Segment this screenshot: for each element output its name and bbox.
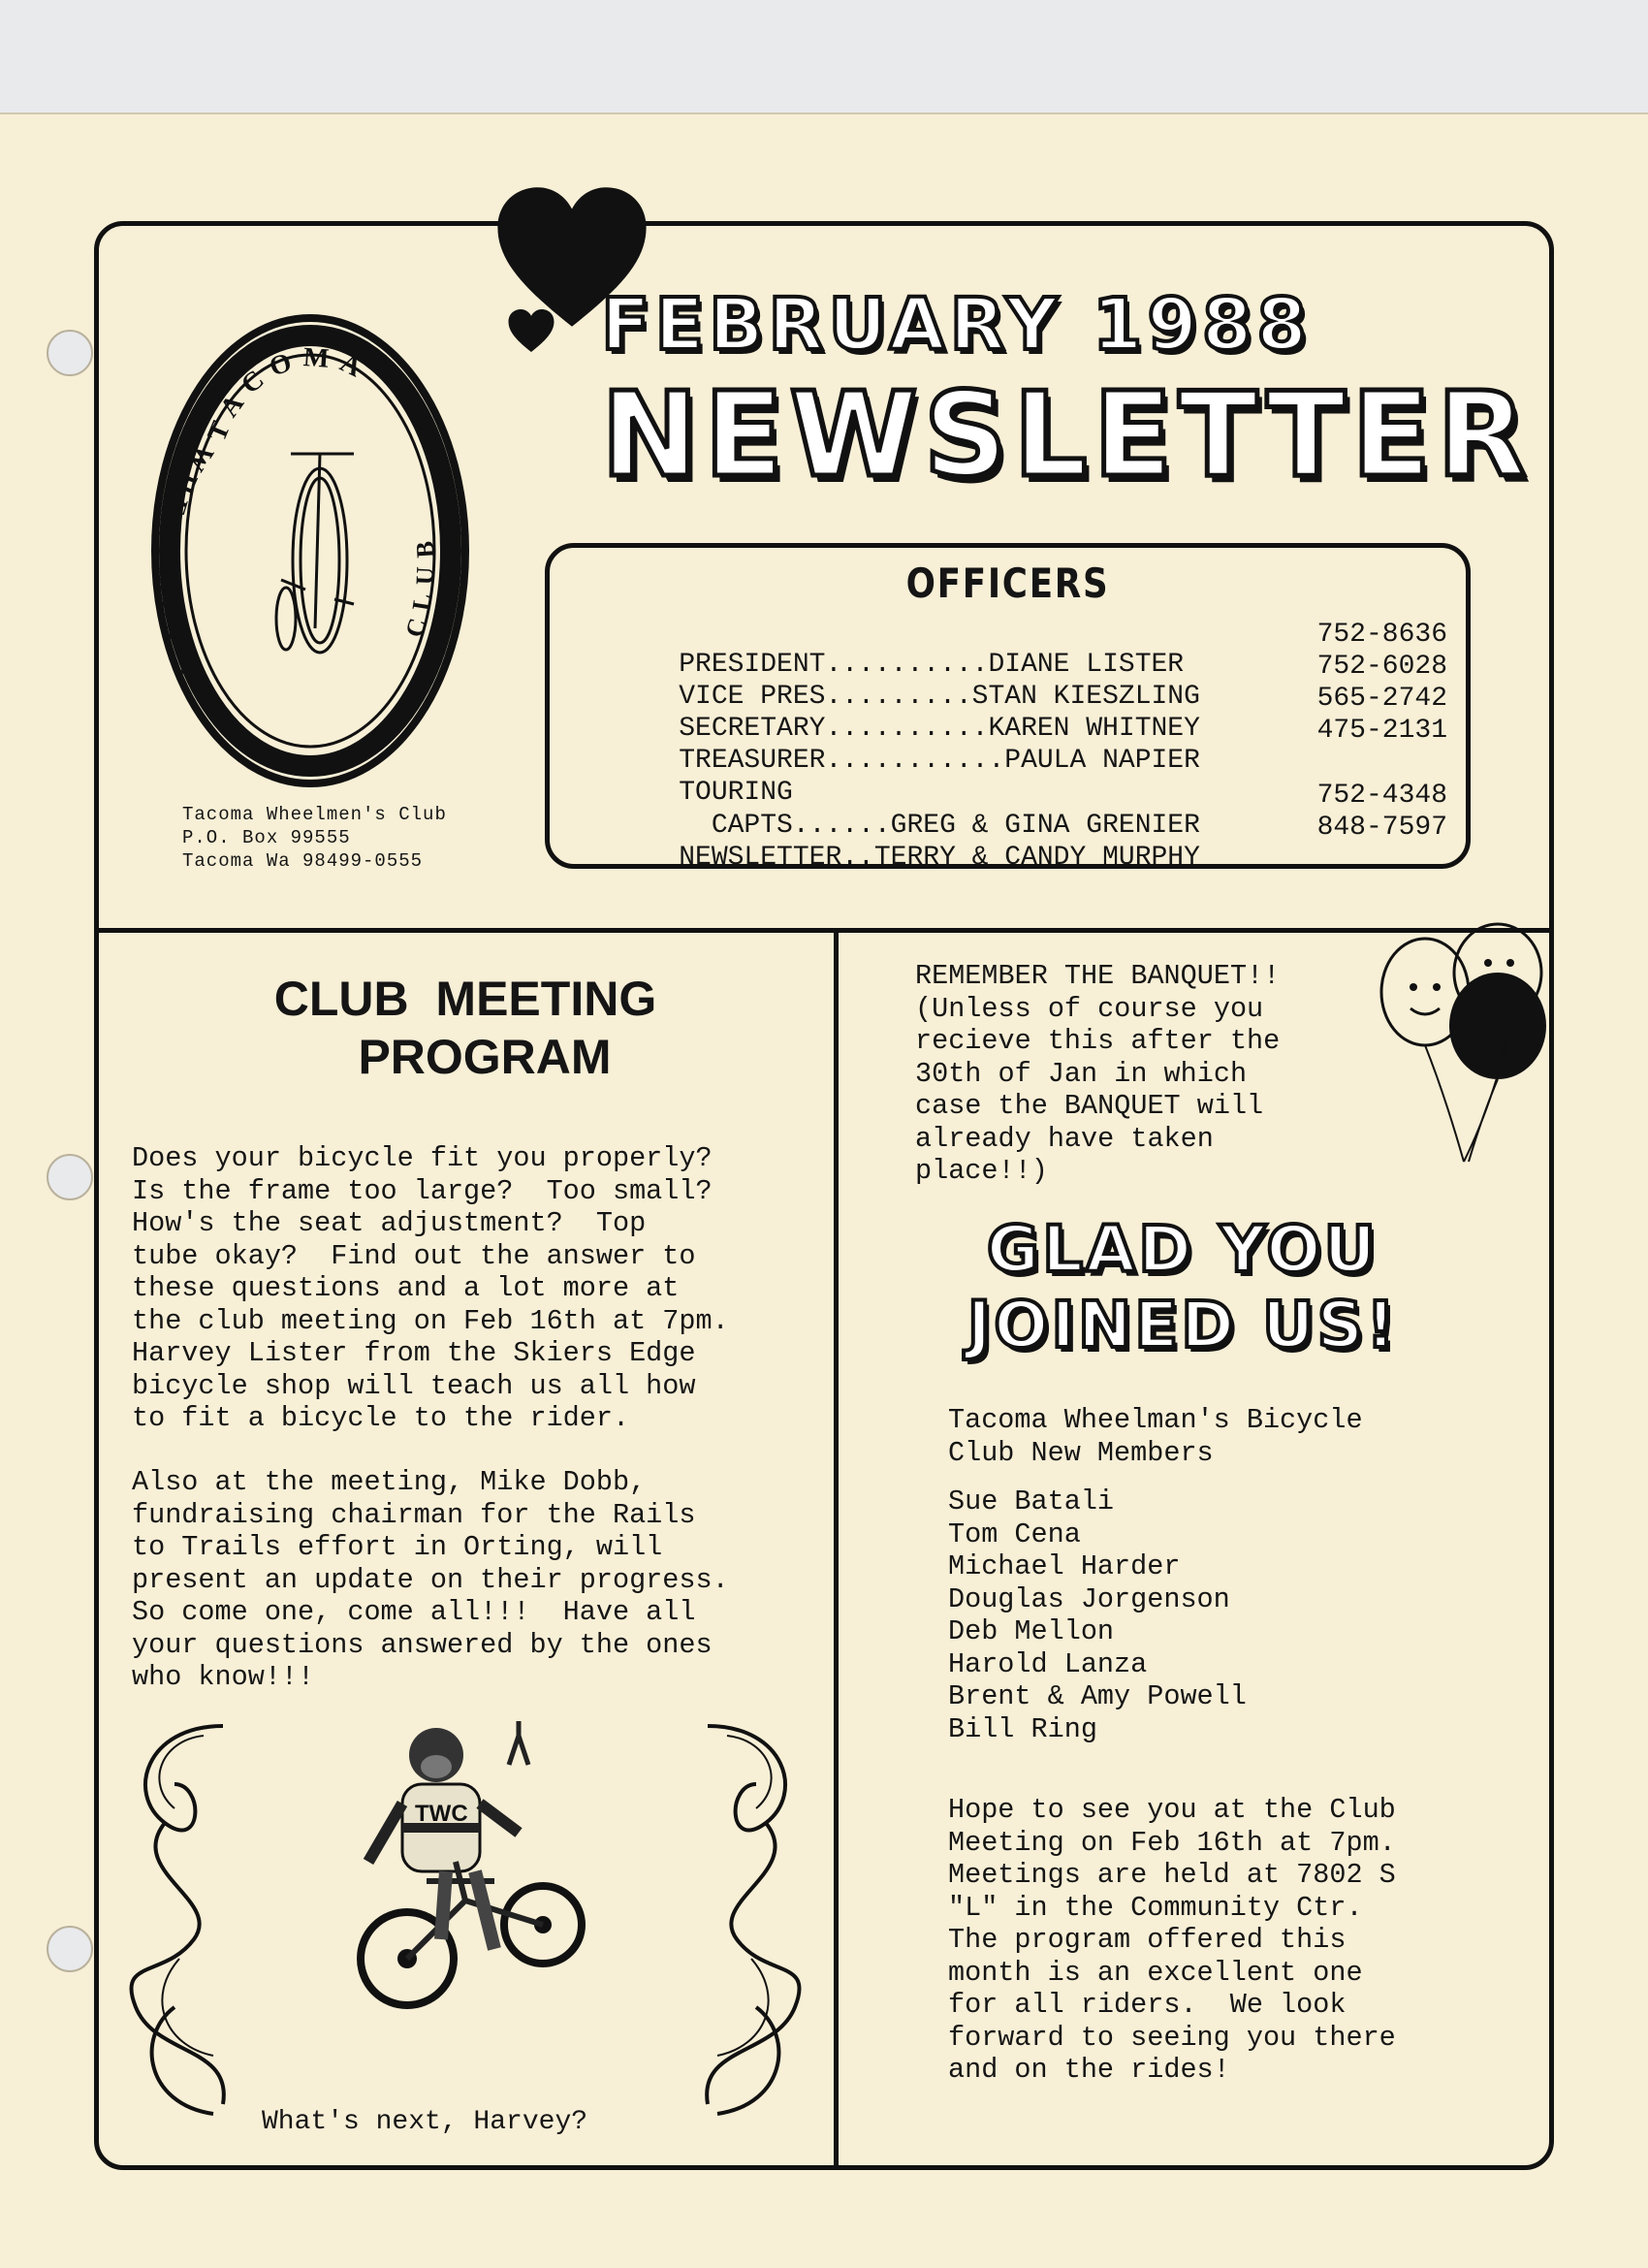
officer-phone: 565-2742 <box>1316 684 1447 714</box>
logo-text-left: WHEELMEN'S <box>152 439 220 687</box>
binder-hole <box>47 1154 93 1200</box>
bicycle-icon <box>276 454 354 653</box>
image-caption: What's next, Harvey? <box>262 2107 588 2137</box>
officer-label: PRESIDENT..........DIANE LISTER <box>679 650 1185 680</box>
heart-icon <box>504 308 558 353</box>
officer-label: VICE PRES.........STAN KIESZLING <box>679 682 1200 712</box>
officer-phone: 752-4348 <box>1316 781 1447 811</box>
binder-hole <box>47 330 93 376</box>
new-members-intro: Tacoma Wheelman's Bicycle Club New Members <box>948 1404 1363 1469</box>
club-logo <box>145 308 475 793</box>
binder-hole <box>47 1926 93 1972</box>
meeting-paragraph-1: Does your bicycle fit you properly? Is the frame too large? Too small? How's the seat adjustment? Top tube okay? Find out the answer to these questions and a lot more at the club meeting on Feb 16th at 7pm. Harvey Lister from the Skiers Edge bicycle shop will teach us all how to fit a bicycle to the rider. <box>132 1142 729 1434</box>
column-divider <box>834 928 839 2170</box>
meeting-closing-note: Hope to see you at the Club Meeting on Feb 16th at 7pm. Meetings are held at 7802 S "L" in the Community Ctr. The program offered this month is an excellent one for all riders. We look forward to seeing you there and on the rides! <box>948 1794 1396 2086</box>
new-members-list: Sue Batali Tom Cena Michael Harder Douglas Jorgenson Deb Mellon Harold Lanza Brent & Amy Powell Bill Ring <box>948 1485 1247 1745</box>
officer-label: SECRETARY..........KAREN WHITNEY <box>679 714 1200 744</box>
officer-label: TOURING <box>679 778 793 808</box>
officer-phone: 752-6028 <box>1316 652 1447 682</box>
balloons-icon <box>1367 919 1561 1171</box>
address-line: Tacoma Wa 98499-0555 <box>182 850 424 872</box>
club-meeting-title <box>174 970 756 1086</box>
logo-text-right: CLUB <box>399 530 440 641</box>
title-line: JOINED US! <box>967 1288 1399 1362</box>
officer-label: TREASURER...........PAULA NAPIER <box>679 746 1200 776</box>
officer-row <box>614 716 1447 776</box>
flourish-right-icon <box>688 1716 824 2124</box>
officer-phone: 848-7597 <box>1316 813 1447 843</box>
officers-title: OFFICERS <box>905 559 1110 607</box>
officer-row <box>614 813 1447 873</box>
header-divider <box>96 928 1552 933</box>
address-line: Tacoma Wheelmen's Club <box>182 804 447 825</box>
title-line: GLAD YOU <box>986 1212 1379 1287</box>
flourish-left-icon <box>107 1716 242 2124</box>
officers-box <box>545 543 1471 873</box>
issue-date: FEBRUARY 1988 <box>601 283 1312 367</box>
banquet-reminder: REMEMBER THE BANQUET!! (Unless of course you recieve this after the 30th of Jan in which case the BANQUET will already have taken place!!) <box>915 960 1281 1187</box>
officer-phone: 752-8636 <box>1316 620 1447 650</box>
officer-label: CAPTS......GREG & GINA GRENIER <box>679 811 1200 841</box>
title-line: CLUB MEETING <box>273 972 657 1026</box>
logo-text-top: TACOMA <box>202 342 375 446</box>
shirt-text: TWC <box>415 1801 468 1827</box>
newsletter-title: NEWSLETTER <box>601 368 1533 503</box>
officer-label: NEWSLETTER..TERRY & CANDY MURPHY <box>679 843 1200 873</box>
glad-you-joined-title <box>872 1212 1493 1377</box>
meeting-paragraph-2: Also at the meeting, Mike Dobb, fundraising chairman for the Rails to Trails effort in Orting, will present an update on their progress. So come one, come all!!! Have all your questions answered by the ones who know!!! <box>132 1466 729 1693</box>
chimp-on-bicycle-illustration <box>349 1716 611 2036</box>
club-address <box>182 803 502 873</box>
title-line: PROGRAM <box>358 1030 612 1084</box>
address-line: P.O. Box 99555 <box>182 827 351 848</box>
officer-phone: 475-2131 <box>1316 716 1447 746</box>
